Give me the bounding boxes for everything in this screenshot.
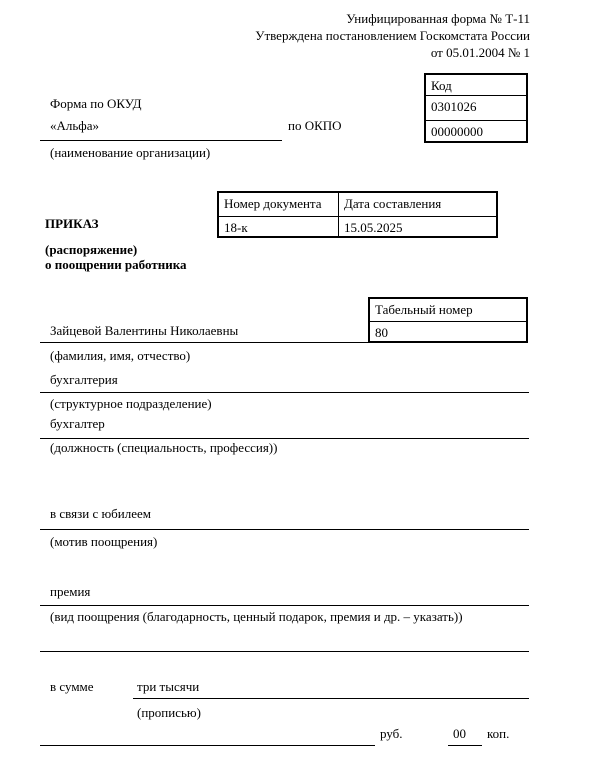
organization-name-underline bbox=[40, 140, 282, 141]
organization-name-hint: (наименование организации) bbox=[50, 145, 211, 160]
approval-date-line: от 05.01.2004 № 1 bbox=[430, 45, 530, 60]
organization-name-value: «Альфа» bbox=[50, 118, 99, 133]
compilation-date-header: Дата составления bbox=[344, 196, 442, 211]
department-value: бухгалтерия bbox=[50, 372, 118, 387]
code-table bbox=[424, 73, 528, 143]
amount-words-value: три тысячи bbox=[137, 679, 200, 694]
position-underline bbox=[40, 438, 529, 439]
okud-label: Форма по ОКУД bbox=[50, 96, 142, 111]
unified-form-name: Унифицированная форма № Т-11 bbox=[346, 11, 530, 26]
personnel-number-value: 80 bbox=[370, 321, 526, 341]
personnel-number-header: Табельный номер bbox=[375, 302, 473, 317]
code-table-header: Код bbox=[431, 78, 452, 93]
amount-words-hint: (прописью) bbox=[137, 705, 201, 720]
okpo-code-value: 00000000 bbox=[426, 120, 526, 141]
fio-underline bbox=[40, 342, 368, 343]
fio-hint: (фамилия, имя, отчество) bbox=[50, 348, 191, 363]
document-number-value: 18-к bbox=[219, 216, 339, 236]
approved-by-line: Утверждена постановлением Госкомстата России bbox=[255, 28, 530, 43]
reward-kind-value: премия bbox=[50, 584, 91, 599]
reward-motive-value: в связи с юбилеем bbox=[50, 506, 152, 521]
reward-kind-underline bbox=[40, 605, 529, 606]
rub-label: руб. bbox=[380, 726, 403, 741]
document-info-table bbox=[217, 191, 498, 238]
reward-motive-hint: (мотив поощрения) bbox=[50, 534, 158, 549]
reward-kind-hint: (вид поощрения (благодарность, ценный подарок, премия и др. – указать)) bbox=[50, 609, 463, 624]
kop-label: коп. bbox=[487, 726, 510, 741]
reward-kind-extra-underline bbox=[40, 651, 529, 652]
position-hint: (должность (специальность, профессия)) bbox=[50, 440, 278, 455]
department-hint: (структурное подразделение) bbox=[50, 396, 212, 411]
position-value: бухгалтер bbox=[50, 416, 105, 431]
order-subtitle-1: (распоряжение) bbox=[45, 242, 138, 257]
okud-code-value: 0301026 bbox=[426, 95, 526, 120]
amount-digits-underline bbox=[40, 745, 375, 746]
order-subtitle-2: о поощрении работника bbox=[45, 257, 187, 272]
department-underline bbox=[40, 392, 529, 393]
amount-label: в сумме bbox=[50, 679, 94, 694]
order-title: ПРИКАЗ bbox=[45, 216, 99, 231]
amount-words-underline bbox=[133, 698, 529, 699]
document-number-header: Номер документа bbox=[219, 193, 339, 216]
kopecks-underline bbox=[448, 745, 482, 746]
compilation-date-value: 15.05.2025 bbox=[339, 216, 496, 236]
reward-motive-underline bbox=[40, 529, 529, 530]
employee-fio-value: Зайцевой Валентины Николаевны bbox=[50, 323, 239, 338]
form-approval-header bbox=[255, 10, 530, 61]
okpo-label: по ОКПО bbox=[288, 118, 342, 133]
kopecks-value: 00 bbox=[453, 726, 466, 741]
personnel-number-box bbox=[368, 297, 528, 343]
